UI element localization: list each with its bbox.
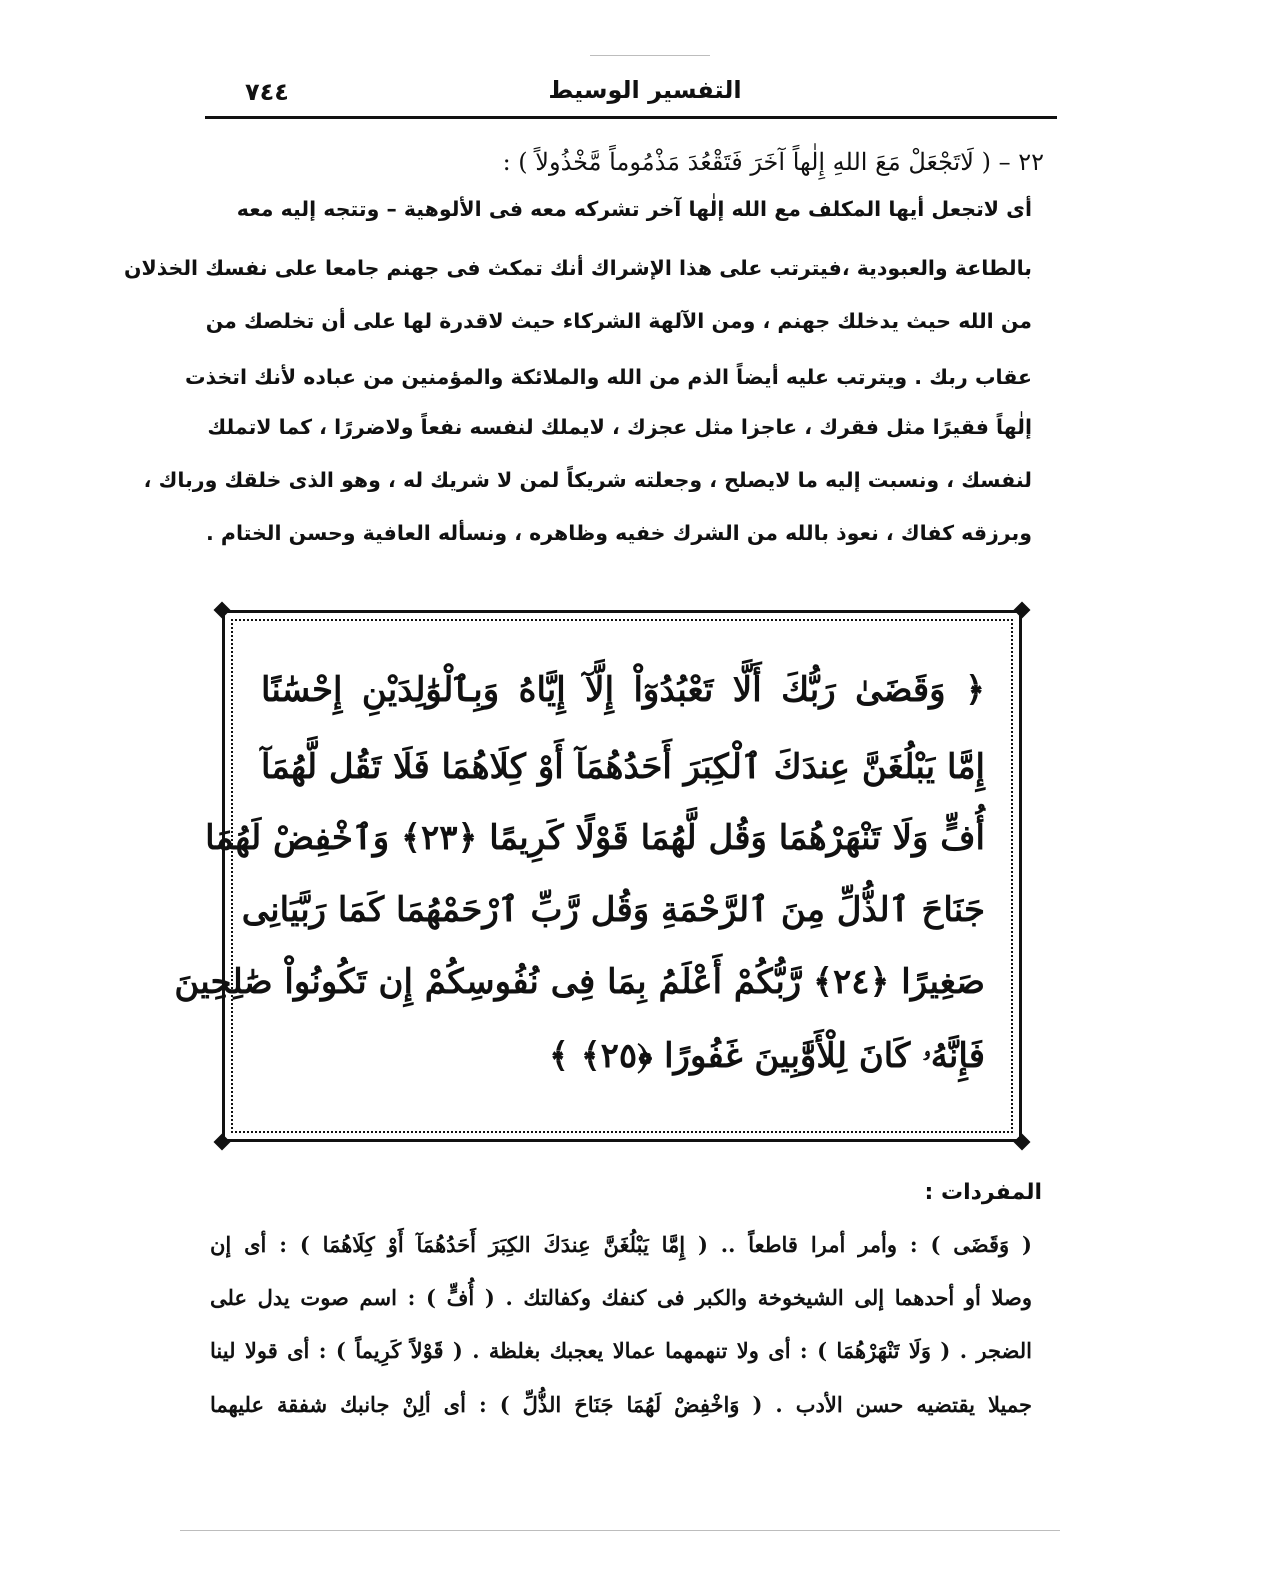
quran-line-5: صَغِيرًا ﴿٢٤﴾ رَّبُّكُمْ أَعْلَمُ بِمَا فِى نُفُوسِكُمْ إِن تَكُونُواْ صَٰلِحِينَ: [174, 962, 985, 1002]
quran-line-1: ﴿ وَقَضَىٰ رَبُّكَ أَلَّا تَعْبُدُوٓاْ إِلَّآ إِيَّاهُ وَبِٱلْوَٰلِدَيْنِ إِحْسَٰنًا: [261, 670, 985, 710]
scan-artifact-line: [590, 55, 710, 56]
scan-artifact-line: [180, 1530, 1060, 1531]
verse-22-heading: ٢٢ – ( لَاتَجْعَلْ مَعَ اللهِ إِلٰهاً آخَرَ فَتَقْعُدَ مَذْمُوماً مَّخْذُولاً ) :: [502, 148, 1044, 176]
commentary-line-2: بالطاعة والعبودية ،فيترتب على هذا الإشراك أنك تمكث فى جهنم جامعا على نفسك الخذلان: [123, 256, 1032, 280]
page-header: [205, 72, 1057, 119]
vocabulary-line-2: وصلا أو أحدهما إلى الشيخوخة والكبر فى كنفك وكفالتك . ( أُفٍّ ) : اسم صوت يدل على: [210, 1285, 1032, 1310]
commentary-line-6: لنفسك ، ونسبت إليه ما لايصلح ، وجعلته شريكاً لمن لا شريك له ، وهو الذى خلقك ورباك ،: [143, 468, 1032, 492]
quran-line-2: إِمَّا يَبْلُغَنَّ عِندَكَ ٱلْكِبَرَ أَحَدُهُمَآ أَوْ كِلَاهُمَا فَلَا تَقُل لَّهُمَآ: [261, 747, 985, 787]
commentary-line-5: إلٰهاً فقيرًا مثل فقرك ، عاجزا مثل عجزك ، لايملك لنفسه نفعاً ولاضررًا ، كما لاتملك: [207, 415, 1032, 439]
commentary-line-4: عقاب ربك . ويترتب عليه أيضاً الذم من الله والملائكة والمؤمنين من عباده لأنك اتخذت: [185, 365, 1032, 389]
quran-line-3: أُفٍّ وَلَا تَنْهَرْهُمَا وَقُل لَّهُمَا قَوْلًا كَرِيمًا ﴿٢٣﴾ وَٱخْفِضْ لَهُمَا: [205, 818, 985, 858]
commentary-line-1: أى لاتجعل أيها المكلف مع الله إلٰها آخر تشركه معه فى الألوهية – وتتجه إليه معه: [236, 197, 1032, 221]
corner-ornament: [214, 602, 231, 619]
book-title: التفسير الوسيط: [548, 76, 742, 104]
vocabulary-line-4: جميلا يقتضيه حسن الأدب . ( وَاخْفِضْ لَهُمَا جَنَاحَ الذُّلِّ ) : أى ألِنْ جانبك شفقة عليهما: [210, 1392, 1032, 1417]
vocabulary-heading: المفردات :: [924, 1180, 1042, 1205]
commentary-line-3: من الله حيث يدخلك جهنم ، ومن الآلهة الشركاء حيث لاقدرة لها على أن تخلصك من: [205, 309, 1032, 333]
page-number: ٧٤٤: [245, 78, 289, 106]
vocabulary-line-3: الضجر . ( وَلَا تَنْهَرْهُمَا ) : أى ولا تنهمهما عمالا يعجبك بغلظة . ( قَوْلاً كَرِيماً ) : أى قولا لينا: [210, 1338, 1032, 1363]
quran-line-6: فَإِنَّهُۥ كَانَ لِلْأَوَّٰبِينَ غَفُورًا ﴿٢٥﴾ ﴾: [548, 1036, 985, 1076]
corner-ornament: [1014, 602, 1031, 619]
corner-ornament: [214, 1134, 231, 1151]
quran-verse-box: [174, 610, 1022, 1142]
corner-ornament: [1014, 1134, 1031, 1151]
commentary-line-7: وبرزقه كفاك ، نعوذ بالله من الشرك خفيه وظاهره ، ونسأله العافية وحسن الختام .: [206, 521, 1032, 545]
quran-line-4: جَنَاحَ ٱلذُّلِّ مِنَ ٱلرَّحْمَةِ وَقُل رَّبِّ ٱرْحَمْهُمَا كَمَا رَبَّيَانِى: [241, 890, 985, 930]
vocabulary-line-1: ( وَقَضَى ) : وأمر أمرا قاطعاً .. ( إِمَّا يَبْلُغَنَّ عِندَكَ الكِبَرَ أَحَدُهُمَآ أَوْ كِلَاهُمَا ) : أى إن: [210, 1232, 1032, 1257]
